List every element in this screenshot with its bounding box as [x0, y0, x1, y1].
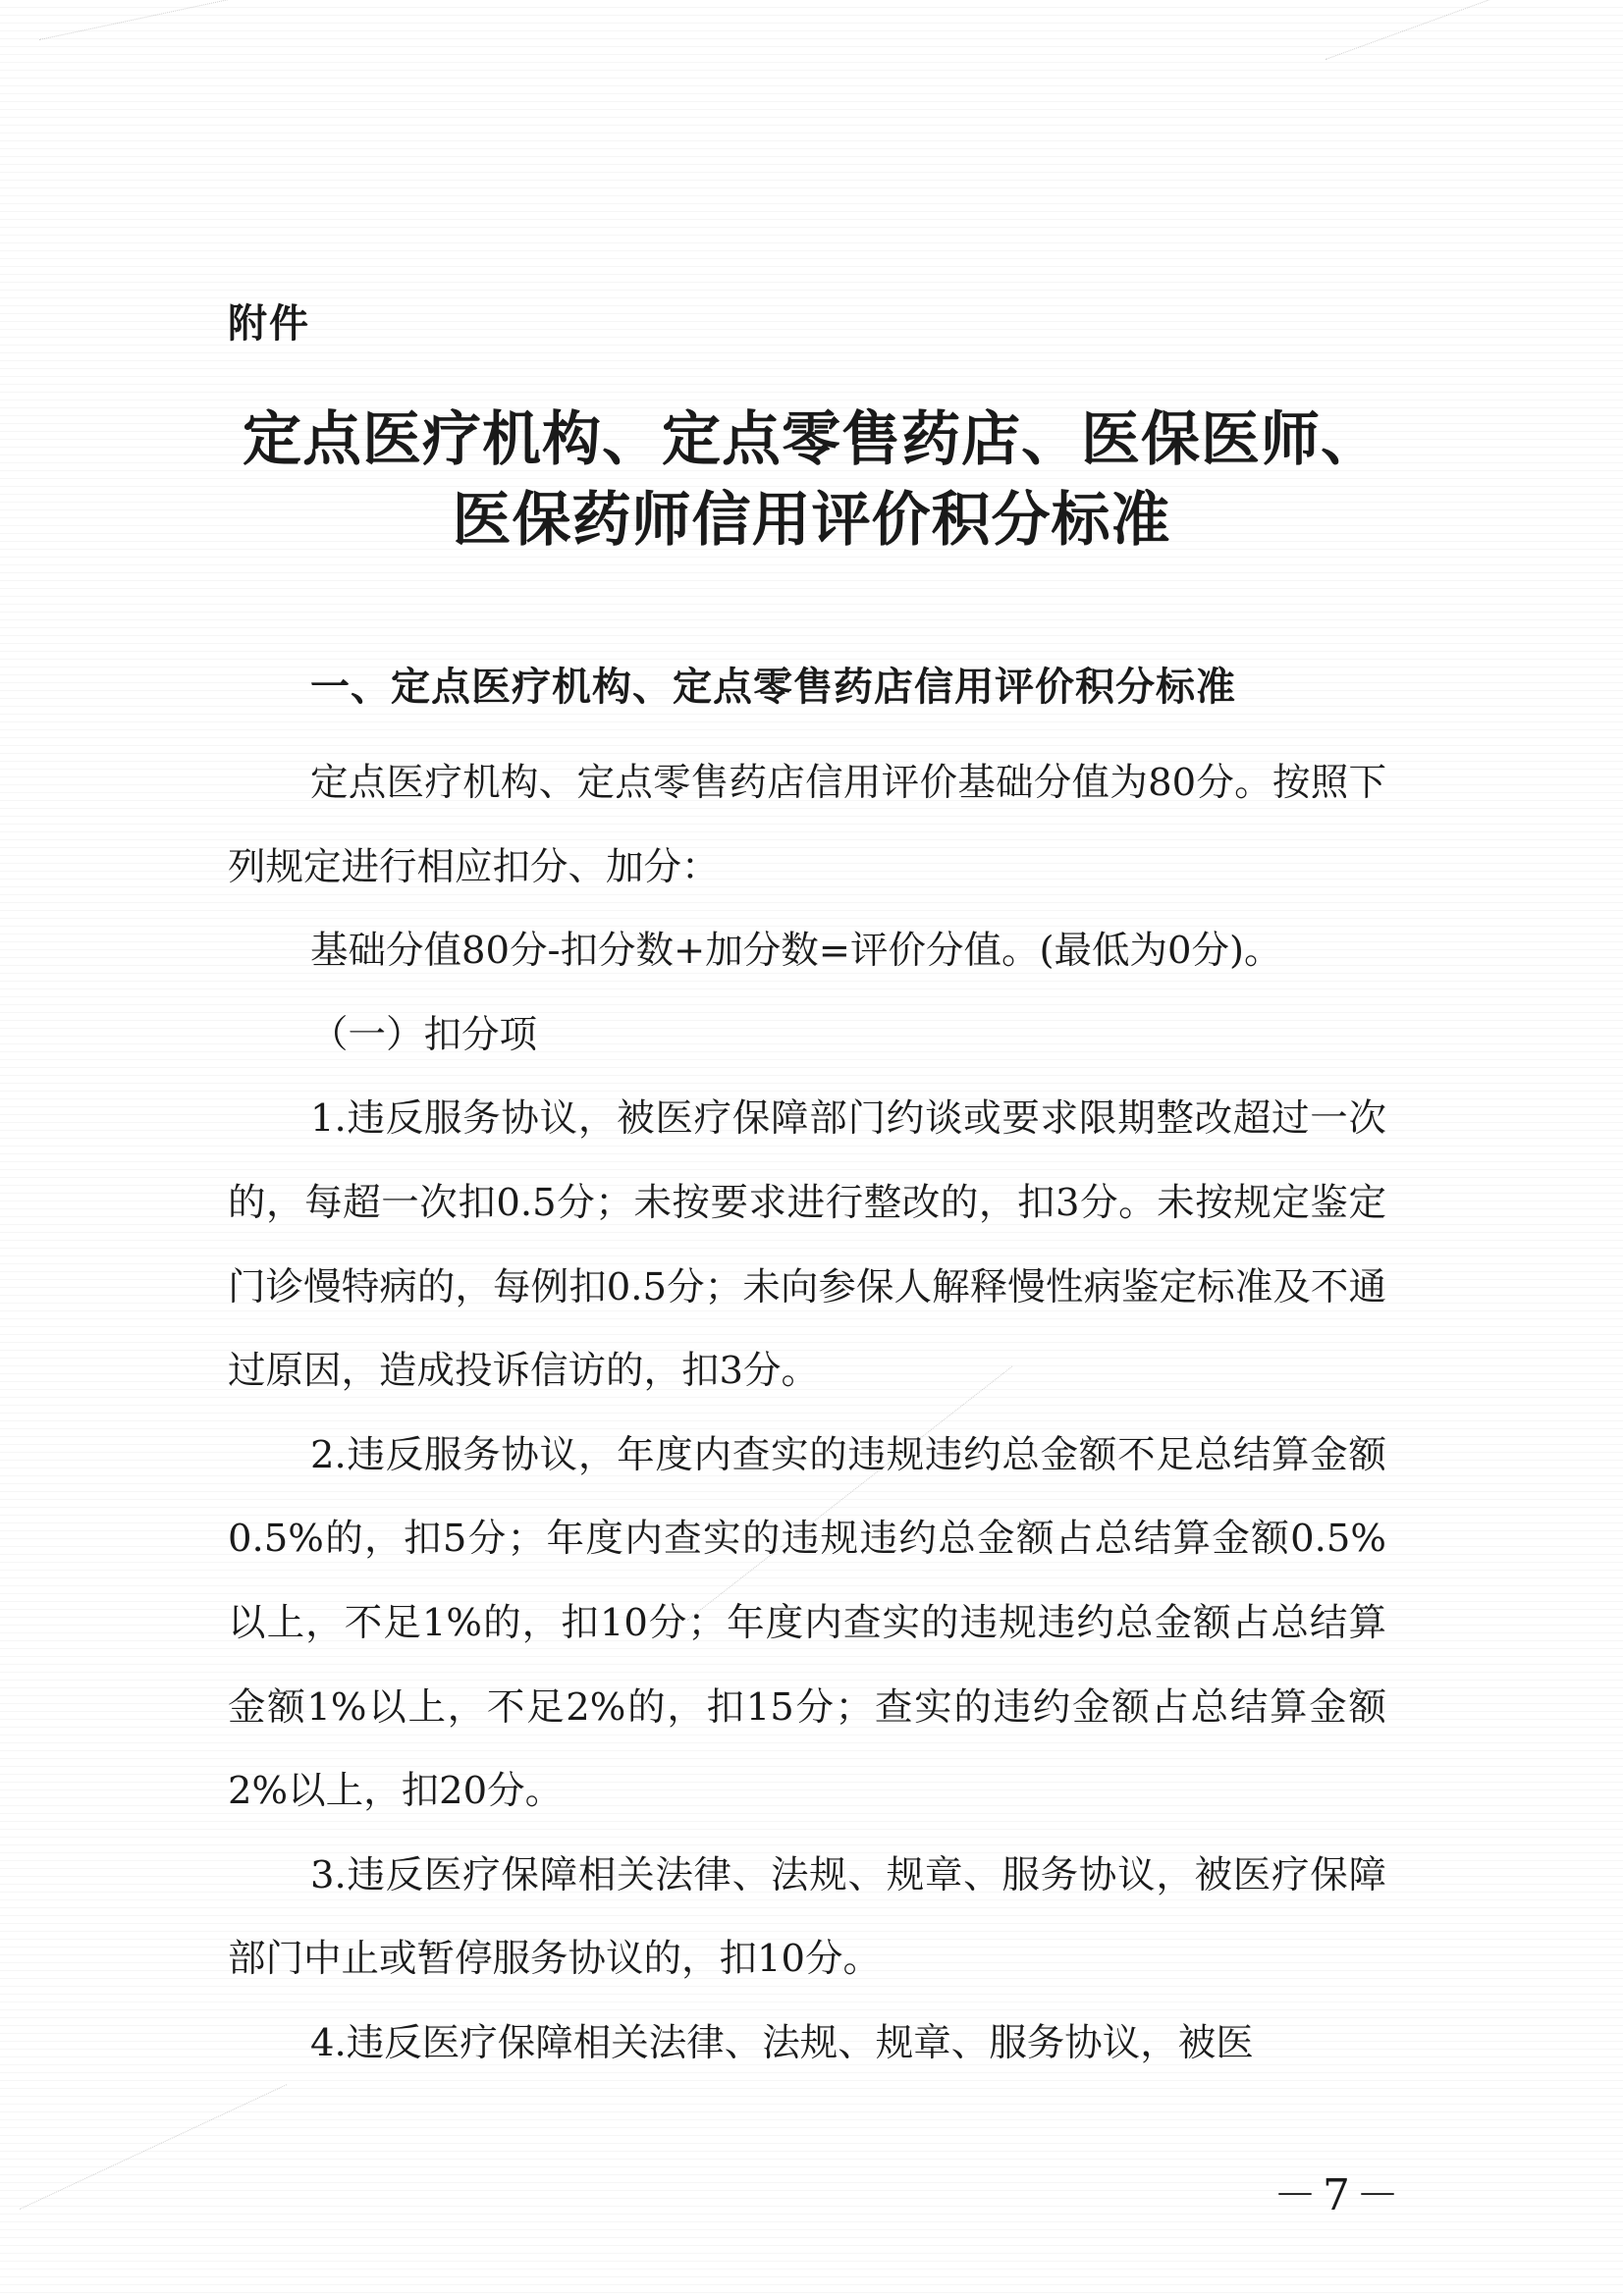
document-title-line-1: 定点医疗机构、定点零售药店、医保医师、	[243, 405, 1380, 474]
document-title-line-2: 医保药师信用评价积分标准	[452, 486, 1171, 555]
page-number: －7－	[1273, 2170, 1405, 2220]
body-text	[228, 741, 1386, 2086]
scan-artifact	[39, 0, 290, 40]
paragraph-base-score: 定点医疗机构、定点零售药店信用评价基础分值为80分。按照下列规定进行相应扣分、加分：	[228, 761, 1386, 889]
scan-artifact	[20, 2084, 287, 2210]
paragraph-item-3: 3.违反医疗保障相关法律、法规、规章、服务协议，被医疗保障部门中止或暂停服务协议的，扣10分。	[228, 1852, 1386, 1982]
subheading-deductions: （一）扣分项	[310, 1012, 538, 1057]
attachment-label: 附件	[228, 301, 310, 347]
paragraph-item-4: 4.违反医疗保障相关法律、法规、规章、服务协议，被医	[310, 2020, 1254, 2065]
section-heading: 一、定点医疗机构、定点零售药店信用评价积分标准	[310, 665, 1236, 710]
paragraph-item-1: 1.违反服务协议，被医疗保障部门约谈或要求限期整改超过一次的，每超一次扣0.5分；未按要求进行整改的，扣3分。未按规定鉴定门诊慢特病的，每例扣0.5分；未向参保人解释慢性病鉴定标准及不通过原因，造成投诉信访的，扣3分。	[228, 1096, 1386, 1394]
paragraph-item-2: 2.违反服务协议，年度内查实的违规违约总金额不足总结算金额0.5%的，扣5分；年度内查实的违规违约总金额占总结算金额0.5%以上，不足1%的，扣10分；年度内查实的违规违约总金额占总结算金额1%以上，不足2%的，扣15分；查实的违约金额占总结算金额2%以上，扣20分。	[228, 1432, 1386, 1814]
scan-artifact	[1325, 0, 1566, 60]
paragraph-formula: 基础分值80分-扣分数+加分数=评价分值。(最低为0分)。	[310, 929, 1282, 974]
